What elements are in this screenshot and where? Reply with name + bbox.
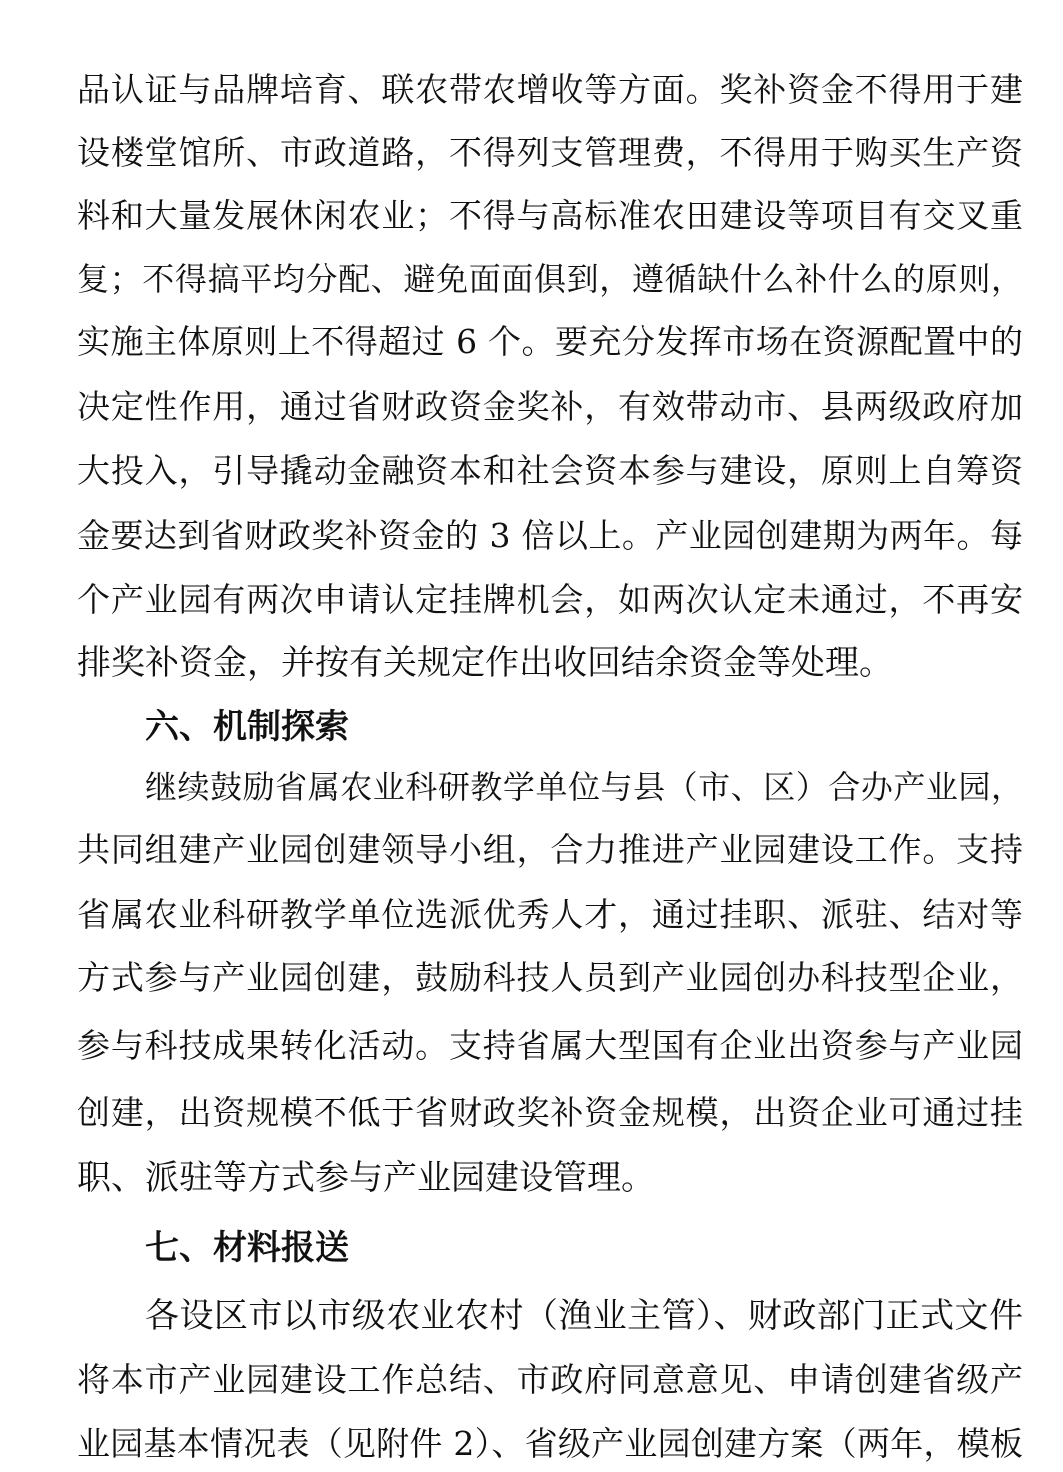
paragraph-line: 将本市产业园建设工作总结、市政府同意意见、申请创建省级产 xyxy=(77,1360,1023,1399)
paragraph-line: 大投入，引导撬动金融资本和社会资本参与建设，原则上自筹资 xyxy=(77,451,1023,490)
paragraph-line: 金要达到省财政奖补资金的 3 倍以上。产业园创建期为两年。每 xyxy=(77,516,1023,555)
paragraph-line: 个产业园有两次申请认定挂牌机会，如两次认定未通过，不再安 xyxy=(77,580,1023,619)
paragraph-line: 创建，出资规模不低于省财政奖补资金规模，出资企业可通过挂 xyxy=(77,1093,1023,1132)
paragraph-line: 各设区市以市级农业农村（渔业主管）、财政部门正式文件 xyxy=(145,1296,1023,1336)
paragraph-line: 设楼堂馆所、市政道路，不得列支管理费，不得用于购买生产资 xyxy=(77,133,1023,172)
paragraph-line: 参与科技成果转化活动。支持省属大型国有企业出资参与产业园 xyxy=(77,1026,1023,1065)
paragraph-line: 共同组建产业园创建领导小组，合力推进产业园建设工作。支持 xyxy=(77,830,1023,869)
paragraph-line: 复；不得搞平均分配、避免面面俱到，遵循缺什么补什么的原则， xyxy=(77,260,1023,298)
paragraph-line: 继续鼓励省属农业科研教学单位与县（市、区）合办产业园， xyxy=(145,768,1023,806)
paragraph-line: 省属农业科研教学单位选派优秀人才，通过挂职、派驻、结对等 xyxy=(77,895,1023,934)
section-heading-six: 六、机制探索 xyxy=(145,707,349,747)
paragraph-line: 料和大量发展休闲农业；不得与高标准农田建设等项目有交叉重 xyxy=(77,196,1023,235)
paragraph-line: 职、派驻等方式参与产业园建设管理。 xyxy=(77,1158,655,1198)
paragraph-line: 决定性作用，通过省财政资金奖补，有效带动市、县两级政府加 xyxy=(77,387,1023,426)
paragraph-line: 业园基本情况表（见附件 2）、省级产业园创建方案（两年，模板 xyxy=(77,1424,1023,1463)
paragraph-line: 品认证与品牌培育、联农带农增收等方面。奖补资金不得用于建 xyxy=(77,70,1023,109)
paragraph-line: 实施主体原则上不得超过 6 个。要充分发挥市场在资源配置中的 xyxy=(77,322,1023,361)
paragraph-line: 排奖补资金，并按有关规定作出收回结余资金等处理。 xyxy=(77,643,893,683)
paragraph-line: 方式参与产业园创建，鼓励科技人员到产业园创办科技型企业， xyxy=(77,958,1023,997)
section-heading-seven: 七、材料报送 xyxy=(145,1228,349,1268)
